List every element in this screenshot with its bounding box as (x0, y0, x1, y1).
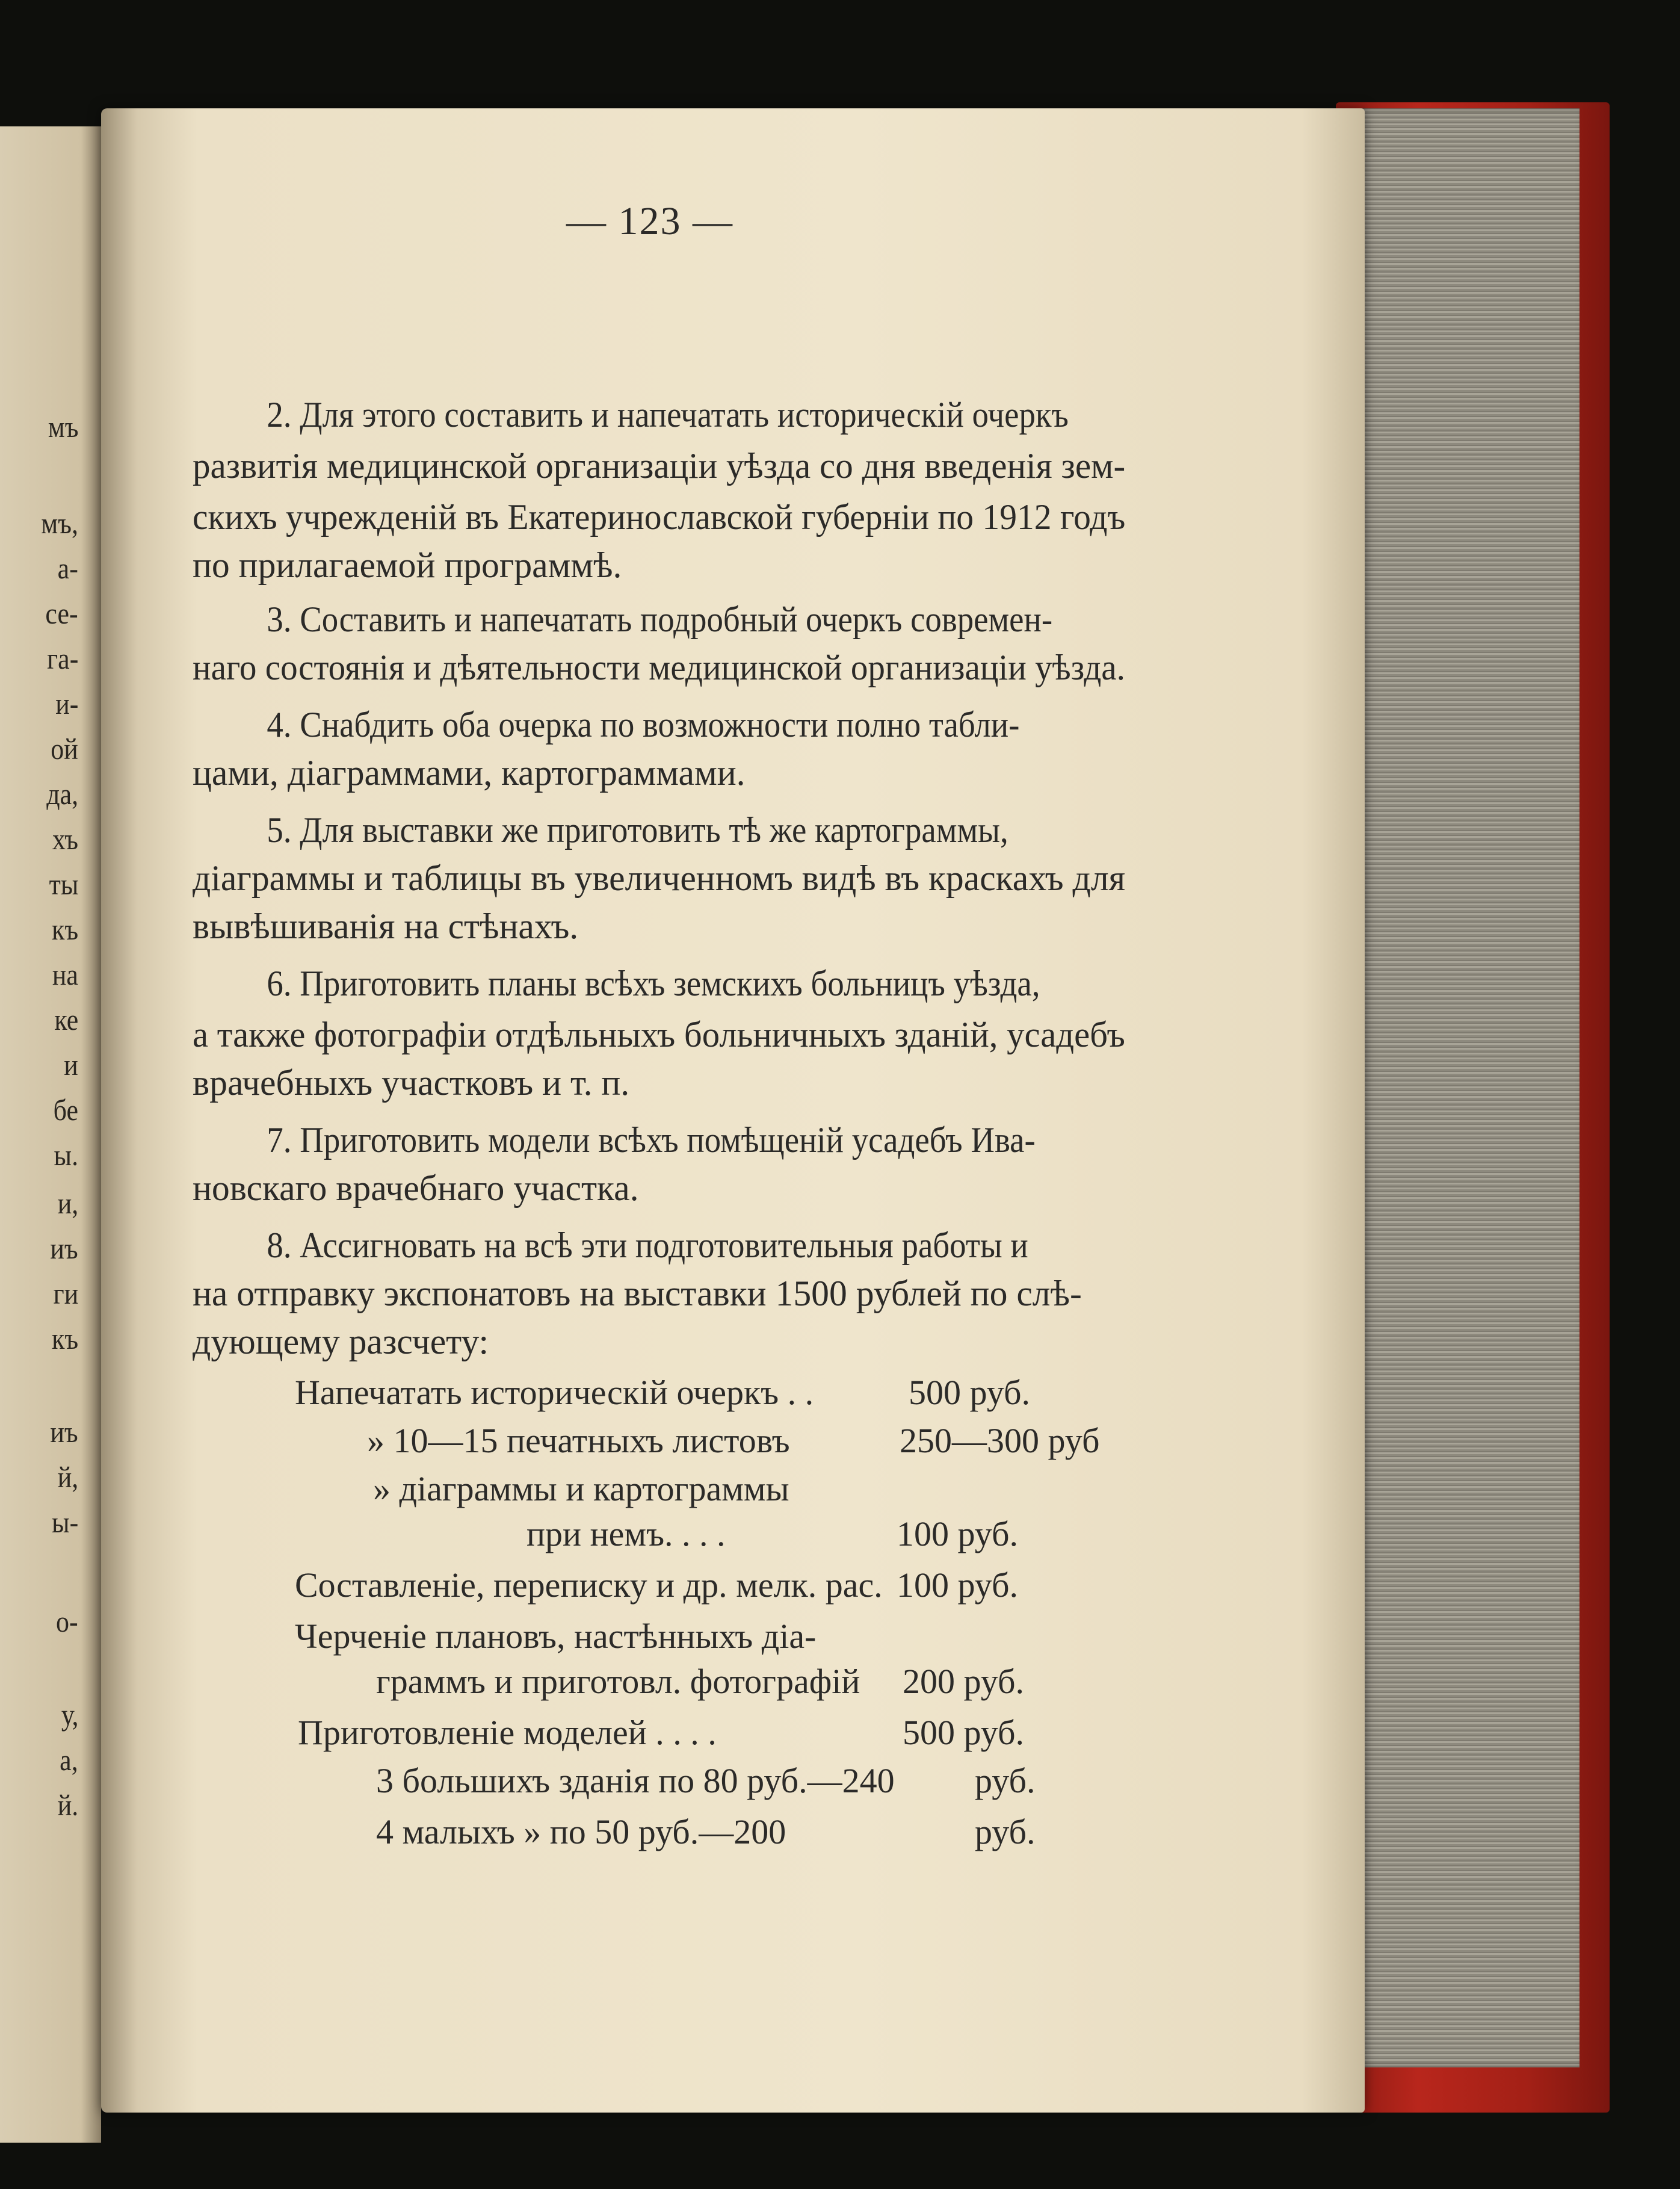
cost-item-label: Черченіе плановъ, настѣнныхъ діа- (295, 1617, 817, 1656)
left-fragment: ой (51, 732, 78, 766)
left-fragment: иъ (50, 1415, 78, 1449)
left-fragment: къ (51, 912, 78, 946)
left-fragment: ы- (51, 1505, 78, 1539)
cost-item-label: Напечатать историческій очеркъ . . (295, 1373, 814, 1412)
left-fragment: и (64, 1048, 78, 1082)
paragraph-6-line: а также фотографіи отдѣльныхъ больничныхъ зданій, усадебъ (193, 1015, 1125, 1054)
paragraph-7-line: новскаго врачебнаго участка. (193, 1168, 639, 1208)
left-fragment: да, (46, 777, 78, 811)
left-fragment: и, (57, 1186, 78, 1220)
left-fragment: къ (51, 1322, 78, 1355)
paragraph-5-line: діаграммы и таблицы въ увеличенномъ видѣ въ краскахъ для (193, 858, 1126, 898)
cost-item-amount: 250—300 руб (900, 1421, 1100, 1460)
cost-item-label: граммъ и приготовл. фотографій (376, 1662, 860, 1701)
cost-item-label: 3 большихъ зданія по 80 руб.—240 (376, 1761, 895, 1800)
left-fragment: на (52, 958, 78, 991)
paragraph-2-line: по прилагаемой программѣ. (193, 545, 622, 585)
paragraph-2-line: 2. Для этого составить и напечатать историческій очеркъ (267, 395, 1069, 435)
paragraph-2-line: развитія медицинской организаціи уѣзда со дня введенія зем- (193, 446, 1126, 486)
paragraph-2-line: скихъ учрежденій въ Екатеринославской губерніи по 1912 годъ (193, 497, 1126, 537)
paragraph-4-line: цами, діаграммами, картограммами. (193, 753, 746, 793)
left-fragment: мъ (48, 410, 78, 444)
paragraph-5-line: вывѣшиванія на стѣнахъ. (193, 906, 579, 946)
left-fragment: хъ (52, 822, 78, 856)
page-number: — 123 — (566, 199, 733, 243)
paragraph-7-line: 7. Приготовить модели всѣхъ помѣщеній усадебъ Ива- (267, 1120, 1036, 1160)
cost-item-amount: 500 руб. (909, 1373, 1030, 1412)
left-fragment: бе (53, 1093, 78, 1127)
cost-item-amount: 500 руб. (903, 1713, 1024, 1752)
cost-item-amount: 100 руб. (897, 1565, 1018, 1605)
left-fragment: а, (60, 1743, 78, 1777)
cost-item-amount: руб. (975, 1812, 1036, 1851)
left-fragment: й, (57, 1460, 78, 1494)
left-fragment: иъ (50, 1231, 78, 1265)
left-fragment: у, (61, 1698, 78, 1732)
left-fragment: мъ, (41, 506, 78, 540)
left-fragment: се- (45, 596, 78, 630)
paragraph-8-line: 8. Ассигновать на всѣ эти подготовительныя работы и (267, 1225, 1028, 1265)
page-block-edges (1357, 108, 1580, 2067)
left-fragment: ты (49, 867, 78, 901)
paragraph-3-line: 3. Составить и напечатать подробный очеркъ современ- (267, 599, 1053, 639)
cost-item-amount: 200 руб. (903, 1662, 1024, 1701)
cost-item-amount: руб. (975, 1761, 1036, 1800)
paragraph-8-line: на отправку экспонатовъ на выставки 1500 рублей по слѣ- (193, 1274, 1082, 1313)
left-page (0, 126, 101, 2143)
left-fragment: ги (53, 1277, 78, 1310)
cost-item-label: » 10—15 печатныхъ листовъ (367, 1421, 790, 1460)
left-fragment: и- (55, 687, 78, 720)
cost-item-label: 4 малыхъ » по 50 руб.—200 (376, 1812, 786, 1851)
left-fragment: о- (56, 1605, 78, 1638)
left-fragment: га- (46, 642, 78, 675)
paragraph-4-line: 4. Снабдить оба очерка по возможности полно табли- (267, 705, 1020, 745)
paragraph-8-line: дующему разсчету: (193, 1322, 489, 1361)
paragraph-6-line: 6. Приготовить планы всѣхъ земскихъ больницъ уѣзда, (267, 964, 1040, 1003)
left-fragment: ке (54, 1003, 78, 1036)
left-fragment: й. (57, 1788, 78, 1822)
left-fragment: ы. (54, 1138, 78, 1172)
left-fragment: а- (57, 551, 78, 585)
cost-item-amount: 100 руб. (897, 1514, 1018, 1553)
paragraph-6-line: врачебныхъ участковъ и т. п. (193, 1063, 630, 1103)
paragraph-3-line: наго состоянія и дѣятельности медицинской организаціи уѣзда. (193, 648, 1125, 687)
cost-item-label: » діаграммы и картограммы (373, 1469, 789, 1508)
paragraph-5-line: 5. Для выставки же приготовить тѣ же картограммы, (267, 810, 1008, 850)
cost-item-label: Приготовленіе моделей . . . . (298, 1713, 717, 1752)
cost-item-label: при немъ. . . . (527, 1514, 726, 1553)
cost-item-label: Составленіе, переписку и др. мелк. рас. (295, 1565, 883, 1605)
